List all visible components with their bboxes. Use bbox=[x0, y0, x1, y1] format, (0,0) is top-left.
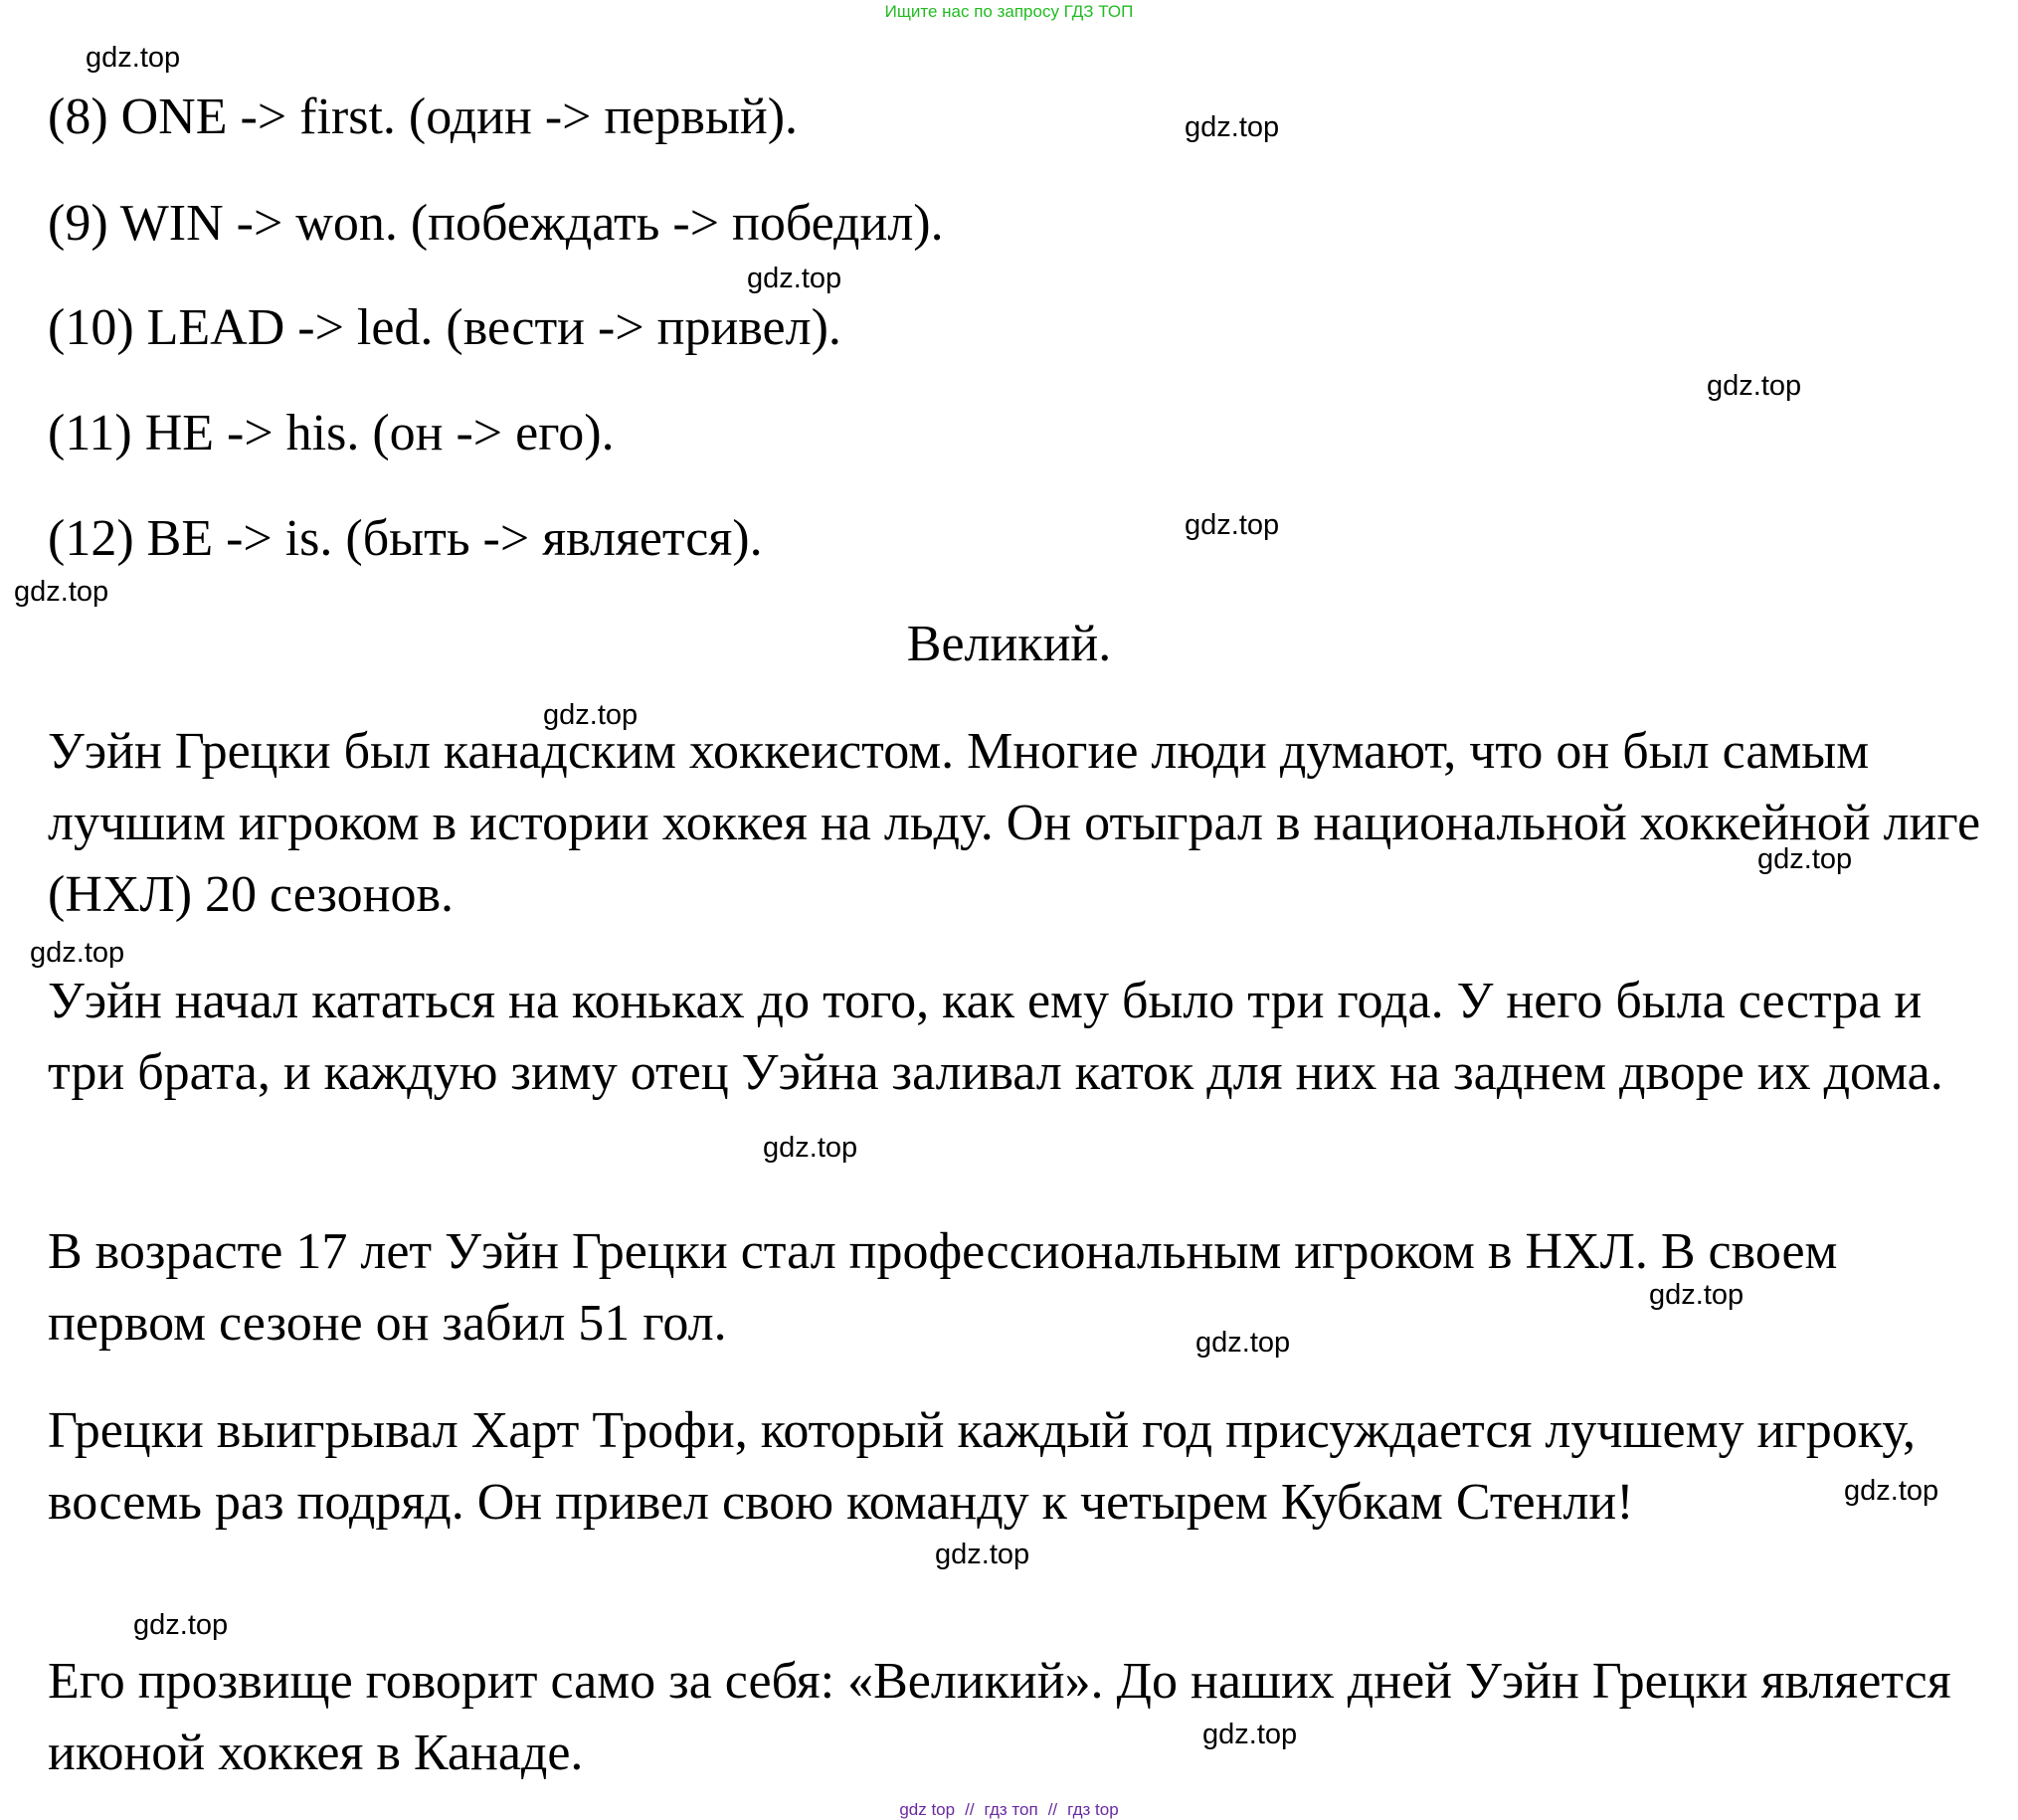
watermark: gdz.top bbox=[1185, 111, 1280, 143]
watermark: gdz.top bbox=[747, 263, 842, 294]
watermark: gdz.top bbox=[1649, 1279, 1744, 1311]
story-paragraph-2: Уэйн начал кататься на коньках до того, как ему было три года. У него была сестра и три брата, и каждую зиму отец Уэйна заливал каток для них на заднем дворе их дома. bbox=[48, 973, 1943, 1101]
word-pair-11: (11) HE -> his. (он -> его). bbox=[48, 405, 615, 461]
watermark: gdz.top bbox=[86, 42, 181, 74]
story-title: Великий. bbox=[906, 616, 1112, 672]
word-pair-8: (8) ONE -> first. (один -> первый). bbox=[48, 89, 799, 145]
word-pair-12: (12) BE -> is. (быть -> является). bbox=[48, 510, 763, 567]
watermark: gdz.top bbox=[1757, 843, 1853, 875]
bottom-banner-link-1[interactable]: gdz top bbox=[899, 1800, 956, 1819]
watermark: gdz.top bbox=[14, 576, 109, 608]
watermark: gdz.top bbox=[1195, 1327, 1291, 1359]
watermark: gdz.top bbox=[935, 1539, 1030, 1570]
watermark: gdz.top bbox=[133, 1609, 229, 1641]
bottom-banner-link-2[interactable]: гдз топ bbox=[984, 1800, 1038, 1819]
top-banner[interactable]: Ищите нас по запросу ГДЗ ТОП bbox=[884, 2, 1134, 21]
story-paragraph-4: Грецки выигрывал Харт Трофи, который каждый год присуждается лучшему игроку, восемь раз подряд. Он привел свою команду к четырем Кубкам Стенли! bbox=[48, 1402, 1917, 1531]
bottom-banner bbox=[0, 1800, 2018, 1820]
story-paragraph-5: Его прозвище говорит само за себя: «Великий». До наших дней Уэйн Грецки является иконой хоккея в Канаде. bbox=[48, 1653, 1951, 1781]
watermark: gdz.top bbox=[1185, 509, 1280, 541]
watermark: gdz.top bbox=[543, 699, 639, 731]
bottom-banner-link-3[interactable]: гдз top bbox=[1067, 1800, 1119, 1819]
watermark: gdz.top bbox=[1707, 370, 1802, 402]
bottom-banner-separator: // bbox=[965, 1800, 975, 1819]
story-paragraph-3: В возрасте 17 лет Уэйн Грецки стал профессиональным игроком в НХЛ. В своем первом сезоне он забил 51 гол. bbox=[48, 1223, 1838, 1352]
word-pair-9: (9) WIN -> won. (побеждать -> победил). bbox=[48, 195, 944, 252]
watermark: gdz.top bbox=[1202, 1719, 1298, 1750]
watermark: gdz.top bbox=[763, 1132, 858, 1164]
watermark: gdz.top bbox=[30, 937, 125, 969]
story-paragraph-1: Уэйн Грецки был канадским хоккеистом. Многие люди думают, что он был самым лучшим игроком в истории хоккея на льду. Он отыграл в национальной хоккейной лиге (НХЛ) 20 сезонов. bbox=[48, 723, 1981, 923]
bottom-banner-separator: // bbox=[1047, 1800, 1058, 1819]
word-pair-10: (10) LEAD -> led. (вести -> привел). bbox=[48, 299, 841, 356]
watermark: gdz.top bbox=[1844, 1475, 1939, 1507]
